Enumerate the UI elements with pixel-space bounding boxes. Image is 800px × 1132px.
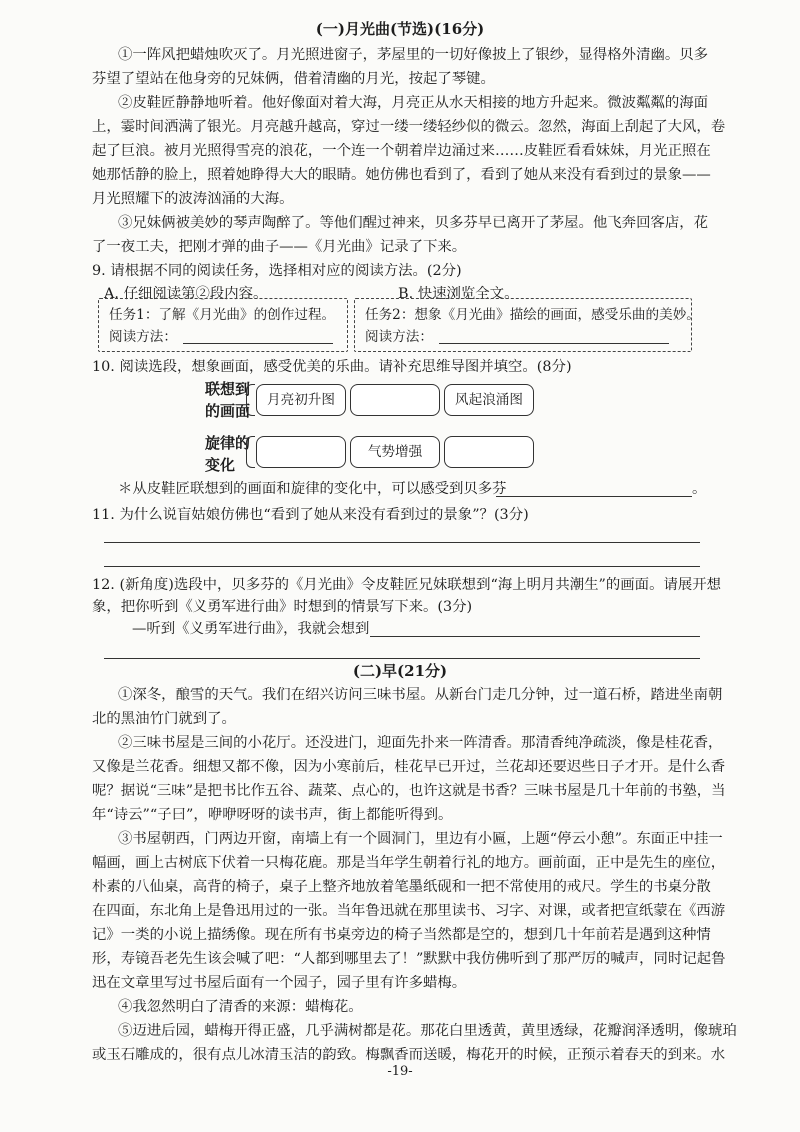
task2-answer-line[interactable] (439, 343, 669, 344)
q9-option-b: B. 快速浏览全文。 (398, 286, 519, 302)
q12-answer-line-1[interactable] (370, 636, 700, 637)
mindmap-row1-label-a: 联想到 (205, 380, 251, 398)
q11-answer-line-1[interactable] (104, 542, 700, 543)
q10-fill-sentence: ＊从皮鞋匠联想到的画面和旋律的变化中，可以感受到贝多芬 (118, 481, 507, 497)
s2-p3-line2: 幅画，画上古树底下伏着一只梅花鹿。那是当年学生朝着行礼的地方。画前面，正中是先生的座位， (92, 855, 726, 871)
mindmap-row2-label-b: 变化 (205, 456, 236, 474)
task2-box (354, 298, 700, 352)
s2-p5-line2: 或玉石雕成的，很有点儿冰清玉洁的韵致。梅飘香而送暖，梅花开的时候，正预示着春天的到来。水 (92, 1047, 726, 1063)
s2-p1-line1: ①深冬，酿雪的天气。我们在绍兴访问三味书屋。从新台门走几分钟，过一道石桥，踏进坐南朝 (118, 687, 723, 703)
q10-end-mark: 。 (692, 481, 707, 497)
task1-box (98, 298, 348, 352)
s2-p4-line1: ④我忽然明白了清香的来源：蜡梅花。 (118, 999, 363, 1015)
s1-p2-line3: 起了巨浪。被月光照得雪亮的浪花，一个连一个朝着岸边涌过来……皮鞋匠看看妹妹，月光正照在 (92, 143, 711, 159)
s2-p1-line2: 北的黑油竹门就到了。 (92, 711, 236, 727)
mindmap-node-blank-2[interactable] (256, 436, 346, 468)
s2-p3-line1: ③书屋朝西，门两边开窗，南墙上有一个圆洞门，里边有小匾，上题“停云小憩”。东面正中挂一 (118, 831, 723, 847)
s2-p3-line7: 迅在文章里写过书屋后面有一个园子，园子里有许多蜡梅。 (92, 975, 467, 991)
q10-answer-line[interactable] (496, 496, 692, 497)
s2-p3-line3: 朴素的八仙桌，高背的椅子，桌子上整齐地放着笔墨纸砚和一把不常使用的戒尺。学生的书桌分散 (92, 879, 711, 895)
s1-p2-line2: 上，霎时间洒满了银光。月亮越升越高，穿过一缕一缕轻纱似的微云。忽然，海面上刮起了大风，卷 (92, 119, 726, 135)
s2-p2-line1: ②三味书屋是三间的小花厅。还没进门，迎面先扑来一阵清香。那清香纯净疏淡，像是桂花香， (118, 735, 723, 751)
task2-text: 任务2：想象《月光曲》描绘的画面，感受乐曲的美妙。 (365, 307, 700, 323)
s1-p2-line4: 她那恬静的脸上，照着她睁得大大的眼睛。她仿佛也看到了，看到了她从来没有看到过的景象—— (92, 167, 711, 183)
q11-stem: 11. 为什么说盲姑娘仿佛也“看到了她从来没有看到过的景象”？(3分) (92, 507, 529, 523)
mindmap-row1-bracket (246, 384, 255, 416)
q12-stem-1: 12. (新角度)选段中，贝多芬的《月光曲》令皮鞋匠兄妹联想到“海上明月共潮生”的画面。请展开想 (92, 577, 722, 593)
q11-answer-line-2[interactable] (104, 566, 700, 567)
mindmap-row1-label-b: 的画面 (205, 402, 251, 420)
s1-p2-line1: ②皮鞋匠静静地听着。他好像面对着大海，月亮正从水天相接的地方升起来。微波粼粼的海面 (118, 95, 709, 111)
section1-title: (一)月光曲(节选)(16分) (315, 20, 485, 38)
task2-method-label: 阅读方法： (365, 329, 433, 345)
mindmap-node-wind-waves: 风起浪涌图 (444, 384, 534, 416)
s1-p3-line2: 了一夜工夫，把刚才弹的曲子——《月光曲》记录了下来。 (92, 239, 467, 255)
q9-stem: 9. 请根据不同的阅读任务，选择相对应的阅读方法。(2分) (92, 263, 462, 279)
s2-p2-line3: 呢？据说“三味”是把书比作五谷、蔬菜、点心的，也许这就是书香？三味书屋是几十年前的书塾，当 (92, 783, 726, 799)
q12-answer-line-2[interactable] (104, 658, 700, 659)
mindmap-node-blank-1[interactable] (350, 384, 440, 416)
mindmap-node-moonrise: 月亮初升图 (256, 384, 346, 416)
s1-p1-line2: 芬望了望站在他身旁的兄妹俩，借着清幽的月光，按起了琴键。 (92, 71, 495, 87)
page-number: -19- (387, 1064, 413, 1079)
task1-text: 任务1：了解《月光曲》的创作过程。 (109, 307, 336, 323)
s2-p3-line6: 形，寿镜吾老先生该会喊了吧：“人都到哪里去了！”默默中我仿佛听到了那严厉的喊声，同时记起鲁 (92, 951, 726, 967)
task1-answer-line[interactable] (183, 343, 333, 344)
s2-p3-line5: 记》一类的小说上描绣像。现在所有书桌旁边的椅子当然都是空的，想到几十年前若是遇到这种情 (92, 927, 711, 943)
s2-p2-line4: 年“诗云”“子曰”，咿咿呀呀的读书声，街上都能听得到。 (92, 807, 453, 823)
mindmap-node-momentum: 气势增强 (350, 436, 440, 468)
s2-p2-line2: 又像是兰花香。细想又都不像，因为小寒前后，桂花早已开过，兰花却还要迟些日子才开。是什么香 (92, 759, 726, 775)
mindmap-row2-bracket (246, 436, 255, 468)
mindmap-row2-label-a: 旋律的 (205, 434, 251, 452)
s1-p1-line1: ①一阵风把蜡烛吹灭了。月光照进窗子，茅屋里的一切好像披上了银纱，显得格外清幽。贝多 (118, 47, 709, 63)
q12-prompt: —听到《义勇军进行曲》，我就会想到 (132, 621, 370, 637)
task1-method-label: 阅读方法： (109, 329, 177, 345)
section2-title: (二)早(21分) (352, 662, 448, 680)
q12-stem-2: 象，把你听到《义勇军进行曲》时想到的情景写下来。(3分) (92, 599, 473, 615)
mindmap-node-blank-3[interactable] (444, 436, 534, 468)
s1-p2-line5: 月光照耀下的波涛汹涌的大海。 (92, 191, 294, 207)
s2-p3-line4: 在四面，东北角上是鲁迅用过的一张。当年鲁迅就在那里读书、习字、对课，或者把宣纸蒙在《西游 (92, 903, 726, 919)
q9-option-a: A. 仔细阅读第②段内容。 (104, 286, 268, 302)
s1-p3-line1: ③兄妹俩被美妙的琴声陶醉了。等他们醒过神来，贝多芬早已离开了茅屋。他飞奔回客店，花 (118, 215, 709, 231)
s2-p5-line1: ⑤迈进后园，蜡梅开得正盛，几乎满树都是花。那花白里透黄，黄里透绿，花瓣润泽透明，像琥珀 (118, 1023, 737, 1039)
q10-stem: 10. 阅读选段，想象画面，感受优美的乐曲。请补充思维导图并填空。(8分) (92, 359, 572, 375)
